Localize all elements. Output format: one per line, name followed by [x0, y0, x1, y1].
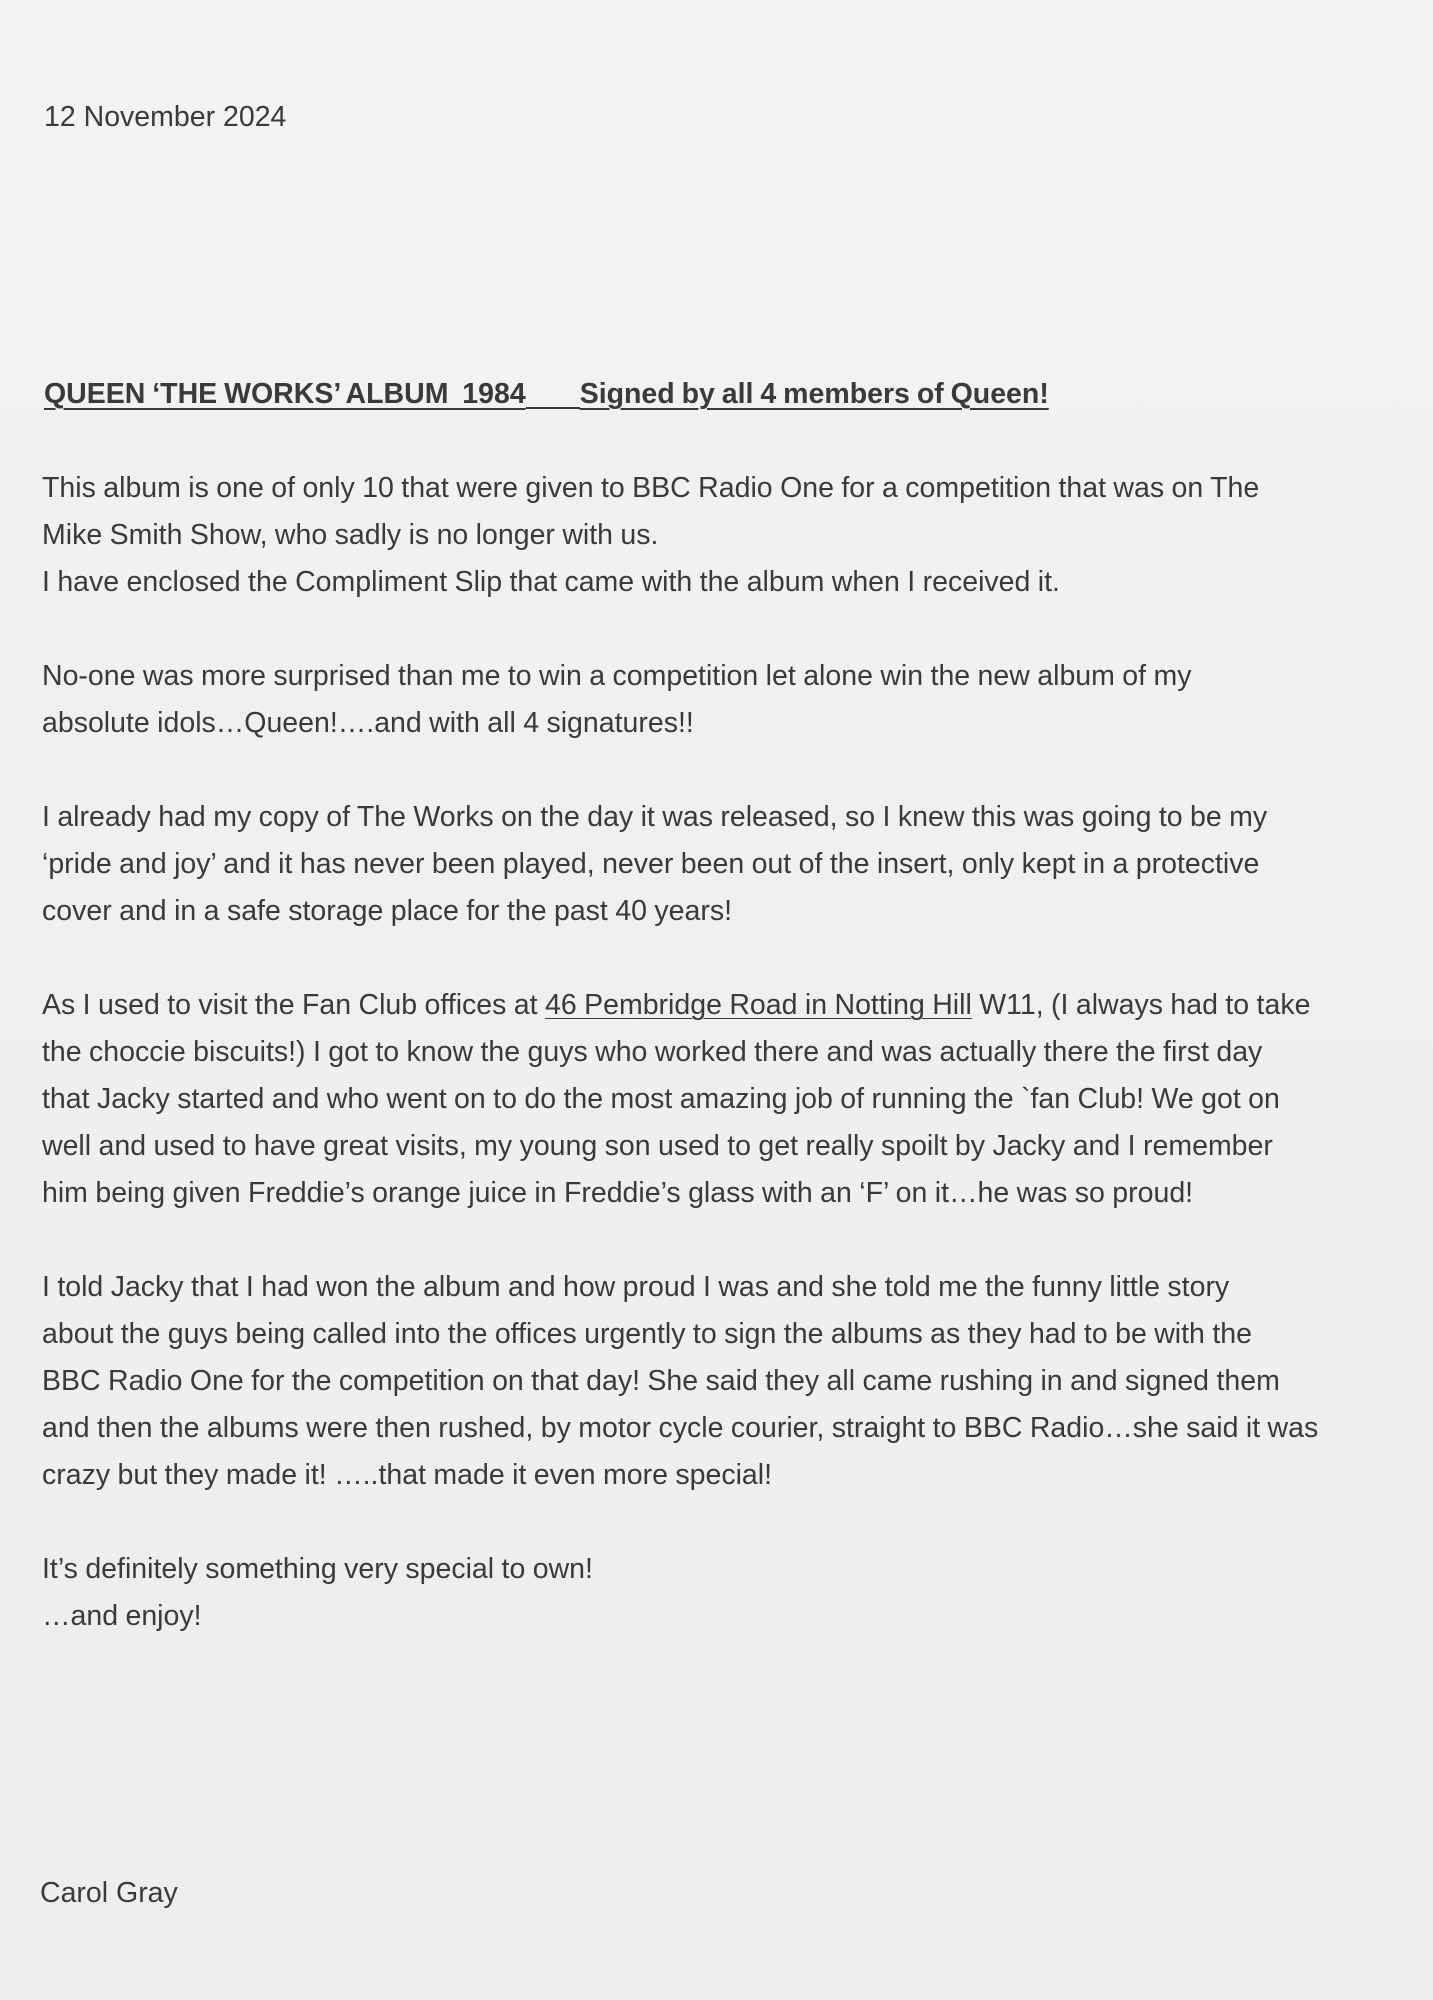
text-segment: As I used to visit the Fan Club offices at — [42, 989, 545, 1021]
text-line: crazy but they made it! …..that made it even more special! — [42, 1459, 773, 1491]
paragraph-pride-and-joy — [42, 794, 1412, 935]
text-line: the choccie biscuits!) I got to know the guys who worked there and was actually there the first day — [42, 1036, 1263, 1068]
text-line: I told Jacky that I had won the album and how proud I was and she told me the funny little story — [42, 1271, 1230, 1303]
letter-heading — [44, 371, 1049, 418]
text-line: No-one was more surprised than me to win a competition let alone win the new album of my — [42, 660, 1192, 692]
text-line: It’s definitely something very special to own! — [42, 1553, 593, 1585]
text-line: absolute idols…Queen!….and with all 4 signatures!! — [42, 707, 694, 739]
text-line: and then the albums were then rushed, by motor cycle courier, straight to BBC Radio…she said it was — [42, 1412, 1319, 1444]
paragraph-closing — [42, 1546, 1412, 1640]
text-line: that Jacky started and who went on to do the most amazing job of running the `fan Club! We got on — [42, 1083, 1280, 1115]
text-line: …and enjoy! — [42, 1600, 202, 1632]
letter-body — [42, 465, 1412, 1687]
text-line: I have enclosed the Compliment Slip that came with the album when I received it. — [42, 566, 1060, 598]
text-line: ‘pride and joy’ and it has never been played, never been out of the insert, only kept in a protective — [42, 848, 1260, 880]
paragraph-fan-club — [42, 982, 1412, 1217]
paragraph-jacky-story — [42, 1264, 1412, 1499]
text-line: well and used to have great visits, my young son used to get really spoilt by Jacky and I remember — [42, 1130, 1273, 1162]
text-line: cover and in a safe storage place for the past 40 years! — [42, 895, 732, 927]
text-segment: W11, (I always had to take — [971, 989, 1311, 1021]
letter-date: 12 November 2024 — [44, 101, 287, 133]
paragraph-surprise — [42, 653, 1412, 747]
fan-club-address: 46 Pembridge Road in Notting Hill — [544, 989, 972, 1021]
text-line — [42, 982, 1412, 1029]
text-line: Mike Smith Show, who sadly is no longer with us. — [42, 519, 659, 551]
heading-album-title: QUEEN ‘THE WORKS’ ALBUM 1984 — [44, 378, 526, 410]
paragraph-competition — [42, 465, 1412, 606]
letter-signature: Carol Gray — [40, 1877, 178, 1909]
text-line: BBC Radio One for the competition on that day! She said they all came rushing in and signed them — [42, 1365, 1280, 1397]
heading-underline-gap — [526, 406, 580, 409]
text-line: I already had my copy of The Works on the day it was released, so I knew this was going to be my — [42, 801, 1268, 833]
text-line: This album is one of only 10 that were given to BBC Radio One for a competition that was on The — [42, 472, 1260, 504]
text-line: about the guys being called into the offices urgently to sign the albums as they had to be with the — [42, 1318, 1252, 1350]
text-line: him being given Freddie’s orange juice in Freddie’s glass with an ‘F’ on it…he was so proud! — [42, 1177, 1194, 1209]
heading-signed-note: Signed by all 4 members of Queen! — [579, 378, 1049, 410]
